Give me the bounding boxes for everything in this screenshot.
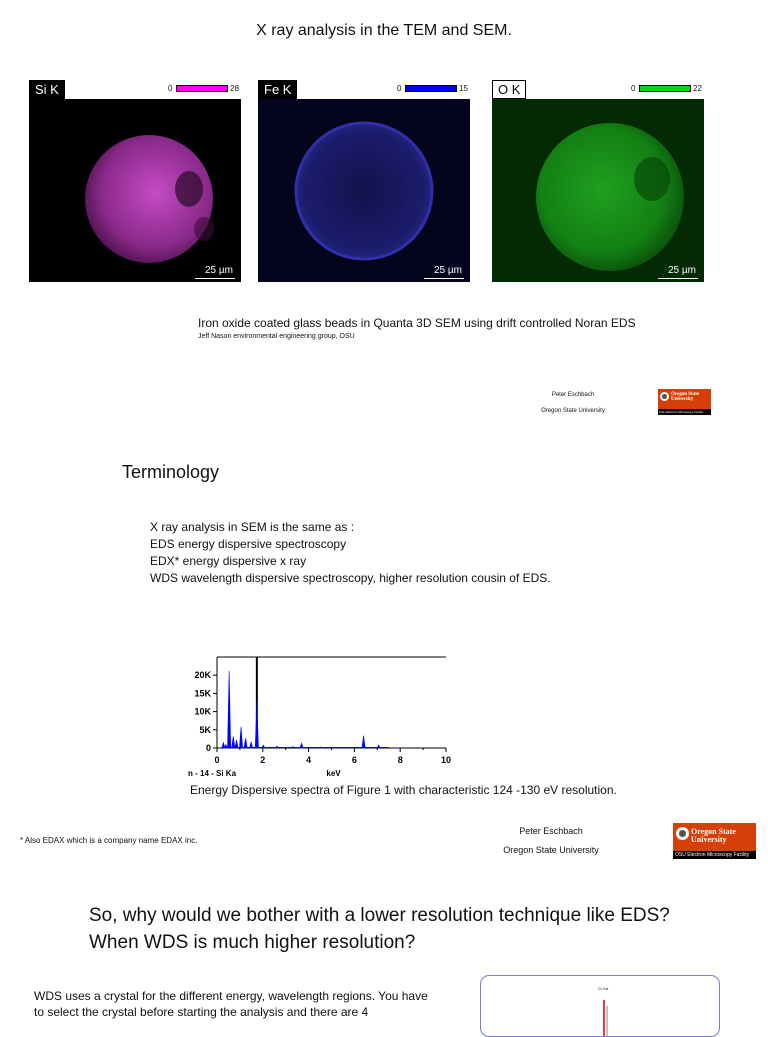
spectrum-peak <box>377 745 380 748</box>
spectrum-peak <box>275 746 278 748</box>
x-tick-label: 4 <box>306 755 312 765</box>
fe-scale-min: 0 <box>397 84 402 93</box>
author-university: Oregon State University <box>503 845 599 855</box>
logo-name-line2: University <box>671 397 694 403</box>
y-tick-label: 5K <box>199 724 211 735</box>
spectrum-peak <box>224 745 227 748</box>
y-tick-label: 10K <box>194 706 211 717</box>
spectrum-caption: Energy Dispersive spectra of Figure 1 with characteristic 124 -130 eV resolution. <box>190 783 617 797</box>
si-scale-bar-line <box>195 278 235 279</box>
fe-map-label: Fe K <box>258 80 297 99</box>
terminology-list <box>150 519 551 587</box>
logo-band: OSU Electron Microscopy Facility <box>673 851 756 859</box>
spectrum-peak <box>228 671 231 748</box>
eds-spectrum-chart <box>180 648 465 781</box>
list-item: WDS wavelength dispersive spectroscopy, higher resolution cousin of EDS. <box>150 571 551 585</box>
osu-logo <box>658 389 711 415</box>
o-map-panel <box>492 80 704 282</box>
fe-element-map <box>258 99 470 282</box>
fe-scale-bar-line <box>424 278 464 279</box>
si-scale-max: 28 <box>230 84 239 93</box>
spectrum-peak <box>300 743 303 748</box>
osu-seal-icon <box>676 827 689 840</box>
fe-map-panel <box>258 80 470 282</box>
o-element-map <box>492 99 704 282</box>
x-tick-label: 10 <box>440 755 452 765</box>
list-item: EDS energy dispersive spectroscopy <box>150 537 347 551</box>
logo-name-line1: Oregon State <box>691 827 736 836</box>
wds-paragraph: WDS uses a crystal for the different energy, wavelength regions. You have to select the crystal before starting the analysis and there are 4 <box>34 989 428 1019</box>
section-heading: Terminology <box>122 462 220 482</box>
question-heading <box>89 902 670 956</box>
o-intensity-scalebar <box>639 85 691 92</box>
o-scale-min: 0 <box>631 84 636 93</box>
list-item: X ray analysis in SEM is the same as : <box>150 520 355 534</box>
author-name: Peter Eschbach <box>519 826 583 836</box>
x-tick-label: 6 <box>351 755 357 765</box>
figure-caption: Iron oxide coated glass beads in Quanta 3D SEM using drift controlled Noran EDS <box>198 316 636 330</box>
si-scale-bar-label: 25 µm <box>205 265 233 276</box>
logo-name-line1: Oregon State <box>671 392 700 397</box>
list-item: EDX* energy dispersive x ray <box>150 554 307 568</box>
osu-logo <box>673 823 756 859</box>
si-scale-min: 0 <box>168 84 173 93</box>
o-map-label: O K <box>492 80 526 99</box>
logo-band: OSU Electron Microscopy Facility <box>658 409 711 415</box>
fe-intensity-scalebar <box>405 85 457 92</box>
fe-scale-bar-label: 25 µm <box>434 265 462 276</box>
figure-credit: Jeff Nason environmental engineering group, OSU <box>198 333 355 340</box>
slide-title: X ray analysis in the TEM and SEM. <box>256 22 512 39</box>
wds-spectrum-figure <box>480 975 720 1037</box>
eds-spectrum-svg <box>180 648 465 776</box>
marker-label: n - 14 - Si Ka <box>188 769 237 776</box>
spectrum-peak <box>244 738 247 748</box>
logo-name-line2: University <box>691 835 727 845</box>
si-intensity-scalebar <box>176 85 228 92</box>
author-university: Oregon State University <box>541 408 605 414</box>
y-tick-label: 0 <box>205 743 211 753</box>
x-tick-label: 0 <box>214 755 220 765</box>
y-tick-label: 15K <box>194 688 211 699</box>
spectrum-peak <box>262 745 265 748</box>
y-tick-label: 20K <box>194 670 211 681</box>
si-map-label: Si K <box>29 80 65 99</box>
x-axis-title: keV <box>326 769 341 776</box>
question-line2: When WDS is much higher resolution? <box>89 932 416 953</box>
spectrum-peak <box>250 742 253 748</box>
spectrum-peak <box>291 747 294 748</box>
author-name: Peter Eschbach <box>551 392 595 398</box>
o-scale-bar-line <box>658 278 698 279</box>
spectrum-peak <box>235 740 238 748</box>
question-line1: So, why would we bother with a lower resolution technique like EDS? <box>89 905 670 926</box>
o-scale-bar-label: 25 µm <box>668 265 696 276</box>
fe-scale-max: 15 <box>459 84 468 93</box>
o-scale-max: 22 <box>693 84 702 93</box>
si-map-panel <box>29 80 241 282</box>
spectrum-peak <box>239 727 242 748</box>
spectrum-peak <box>362 736 365 748</box>
spectrum-peak <box>232 736 235 748</box>
spectrum-peak <box>255 701 258 748</box>
wds-peak-label: Cr Ka <box>598 986 609 991</box>
x-tick-label: 2 <box>260 755 266 765</box>
x-tick-label: 8 <box>397 755 403 765</box>
wds-peak-svg <box>481 976 719 1036</box>
si-element-map <box>29 99 241 282</box>
footnote: * Also EDAX which is a company name EDAX inc. <box>20 836 198 845</box>
osu-seal-icon <box>660 392 669 401</box>
